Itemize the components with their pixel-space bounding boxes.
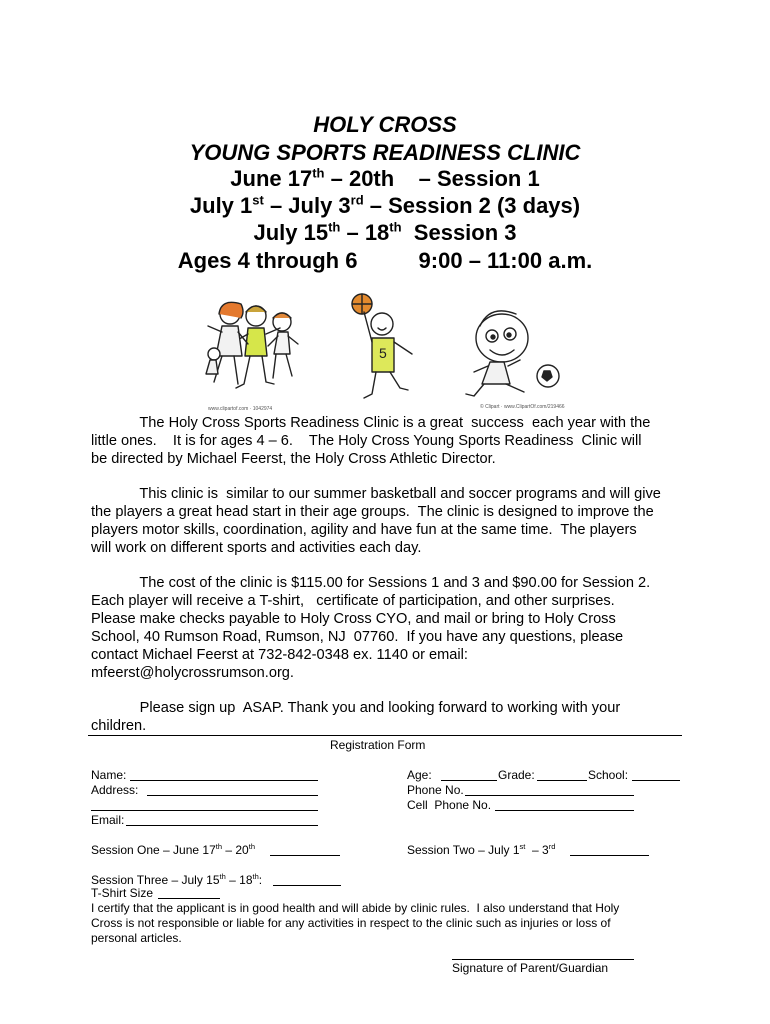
text-line: Please make checks payable to Holy Cross CYO, and mail or bring to Holy Cross [91,611,616,627]
form-title: Registration Form [330,738,426,752]
illustration-caption-left: www.clipartof.com · 1042974 [208,406,273,412]
cell-phone-label: Cell Phone No. [407,798,492,812]
tshirt-size-label: T-Shirt Size [91,886,154,900]
cell-phone-field[interactable] [495,810,634,811]
text-line: be directed by Michael Feerst, the Holy Cross Athletic Director. [91,451,496,467]
signature-label: Signature of Parent/Guardian [452,961,609,975]
address-field-line-2[interactable] [91,810,318,811]
soccer-kid-illustration [450,300,568,412]
phone-label: Phone No. [407,783,464,797]
grade-field[interactable] [537,780,587,781]
text-line: children. [91,718,147,734]
text-line: School, 40 Rumson Road, Rumson, NJ 07760. If you have any questions, please [91,629,624,645]
form-divider [88,735,682,736]
text-line: Please sign up ASAP. Thank you and looking forward to working with your [91,700,621,716]
session-two-field[interactable] [570,855,649,856]
text-line: The cost of the clinic is $115.00 for Sessions 1 and 3 and $90.00 for Session 2. [91,575,651,591]
age-field[interactable] [441,780,497,781]
session-one-label: Session One – June 17th – 20th [91,842,255,857]
session-two-label: Session Two – July 1st – 3rd [407,842,556,857]
text-line: Each player will receive a T-shirt, certificate of participation, and other surprises. [91,593,615,609]
header-ages-time: Ages 4 through 6 9:00 – 11:00 a.m. [177,248,593,273]
address-label: Address: [91,783,139,797]
age-label: Age: [407,768,432,782]
header-subtitle: YOUNG SPORTS READINESS CLINIC [189,140,581,165]
session-three-label: Session Three – July 15th – 18th: [91,872,263,887]
text-line: little ones. It is for ages 4 – 6. The Holy Cross Young Sports Readiness Clinic will [91,433,642,449]
text-line: This clinic is similar to our summer basketball and soccer programs and will give [91,486,661,502]
grade-label: Grade: [498,768,535,782]
school-label: School: [588,768,629,782]
paragraph-cost [91,574,691,682]
svg-text:5: 5 [379,345,387,361]
illustration-caption-right: © Clipart · www.ClipartOf.com/219466 [480,404,565,410]
session-three-field[interactable] [273,885,341,886]
header-session-2: July 1st – July 3rd – Session 2 (3 days) [189,192,581,218]
session-one-field[interactable] [270,855,340,856]
header-title: HOLY CROSS [313,112,457,137]
email-field[interactable] [126,825,318,826]
text-line: The Holy Cross Sports Readiness Clinic is a great success each year with the [91,415,651,431]
name-field[interactable] [130,780,318,781]
paragraph-description [91,485,691,557]
certification-text: I certify that the applicant is in good health and will abide by clinic rules. I also understand that Holy Cross is not responsible or liable for any activities in respect to the clinic such as injuries or loss of personal articles. [91,901,620,945]
text-line: players motor skills, coordination, agility and have fun at the same time. The players [91,522,637,538]
name-label: Name: [91,768,127,782]
paragraph-intro [91,414,691,468]
signature-field[interactable] [452,959,634,960]
tshirt-size-field[interactable] [158,898,220,899]
school-field[interactable] [632,780,680,781]
running-kids-illustration [200,292,310,414]
header-session-1: June 17th – 20th – Session 1 [230,165,540,191]
text-line: will work on different sports and activities each day. [91,540,422,556]
basketball-player-illustration [336,292,436,404]
email-link[interactable]: mfeerst@holycrossrumson.org. [91,665,294,681]
phone-field[interactable] [465,795,634,796]
paragraph-signup [91,699,691,735]
address-field[interactable] [147,795,318,796]
header-session-3: July 15th – 18th Session 3 [253,219,517,245]
text-line: contact Michael Feerst at 732-842-0348 ex. 1140 or email: [91,647,468,663]
text-line: the players a great head start in their age groups. The clinic is designed to improve the [91,504,654,520]
email-label: Email: [91,813,125,827]
